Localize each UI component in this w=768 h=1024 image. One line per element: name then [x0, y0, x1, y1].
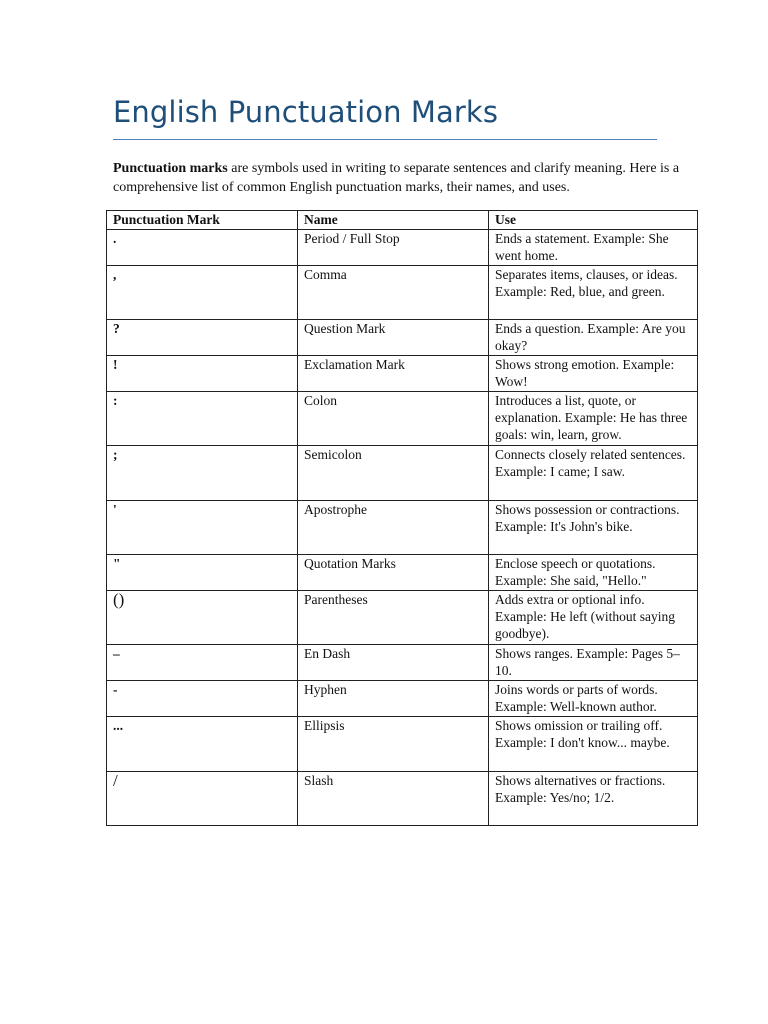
table-row: [107, 555, 698, 591]
name-cell: Comma: [298, 266, 489, 320]
table-row: [107, 230, 698, 266]
header-use: Use: [489, 211, 698, 230]
use-cell: Joins words or parts of words. Example: Well-known author.: [489, 681, 698, 717]
use-cell: Shows omission or trailing off. Example: I don't know... maybe.: [489, 717, 698, 772]
header-name: Name: [298, 211, 489, 230]
mark-cell: -: [107, 681, 298, 717]
mark-cell: ,: [107, 266, 298, 320]
page-title: English Punctuation Marks: [113, 95, 499, 129]
name-cell: Hyphen: [298, 681, 489, 717]
name-cell: Exclamation Mark: [298, 356, 489, 392]
table-row: [107, 717, 698, 772]
name-cell: Quotation Marks: [298, 555, 489, 591]
table-row: [107, 320, 698, 356]
mark-cell: ': [107, 501, 298, 555]
use-cell: Adds extra or optional info. Example: He left (without saying goodbye).: [489, 591, 698, 645]
mark-cell: ": [107, 555, 298, 591]
table-row: [107, 392, 698, 446]
table-row: [107, 266, 698, 320]
mark-cell: ...: [107, 717, 298, 772]
title-underline: [113, 139, 657, 140]
intro-text: are symbols used in writing to separate sentences and clarify meaning. Here is a comprehensive list of common English punctuation marks, their names, and uses.: [113, 161, 680, 195]
name-cell: Colon: [298, 392, 489, 446]
name-cell: Question Mark: [298, 320, 489, 356]
header-punctuation-mark: Punctuation Mark: [107, 211, 298, 230]
name-cell: Apostrophe: [298, 501, 489, 555]
name-cell: Ellipsis: [298, 717, 489, 772]
table-row: [107, 501, 698, 555]
mark-cell: –: [107, 645, 298, 681]
table-row: [107, 772, 698, 826]
use-cell: Ends a statement. Example: She went home.: [489, 230, 698, 266]
use-cell: Shows ranges. Example: Pages 5–10.: [489, 645, 698, 681]
punctuation-table: [106, 210, 698, 826]
intro-paragraph: [113, 159, 683, 197]
use-cell: Shows possession or contractions. Example: It's John's bike.: [489, 501, 698, 555]
table-row: [107, 446, 698, 501]
use-cell: Introduces a list, quote, or explanation. Example: He has three goals: win, learn, grow.: [489, 392, 698, 446]
mark-cell: (): [107, 591, 298, 645]
mark-cell: :: [107, 392, 298, 446]
mark-cell: ?: [107, 320, 298, 356]
use-cell: Connects closely related sentences. Example: I came; I saw.: [489, 446, 698, 501]
intro-bold-term: Punctuation marks: [113, 161, 228, 176]
table-header-row: [107, 211, 698, 230]
use-cell: Shows strong emotion. Example: Wow!: [489, 356, 698, 392]
name-cell: Slash: [298, 772, 489, 826]
use-cell: Separates items, clauses, or ideas. Example: Red, blue, and green.: [489, 266, 698, 320]
name-cell: Parentheses: [298, 591, 489, 645]
name-cell: Semicolon: [298, 446, 489, 501]
name-cell: Period / Full Stop: [298, 230, 489, 266]
table-row: [107, 356, 698, 392]
mark-cell: ;: [107, 446, 298, 501]
table-row: [107, 681, 698, 717]
name-cell: En Dash: [298, 645, 489, 681]
table-row: [107, 645, 698, 681]
mark-cell: .: [107, 230, 298, 266]
table-row: [107, 591, 698, 645]
use-cell: Shows alternatives or fractions. Example: Yes/no; 1/2.: [489, 772, 698, 826]
use-cell: Enclose speech or quotations. Example: She said, "Hello.": [489, 555, 698, 591]
mark-cell: /: [107, 772, 298, 826]
mark-cell: !: [107, 356, 298, 392]
use-cell: Ends a question. Example: Are you okay?: [489, 320, 698, 356]
